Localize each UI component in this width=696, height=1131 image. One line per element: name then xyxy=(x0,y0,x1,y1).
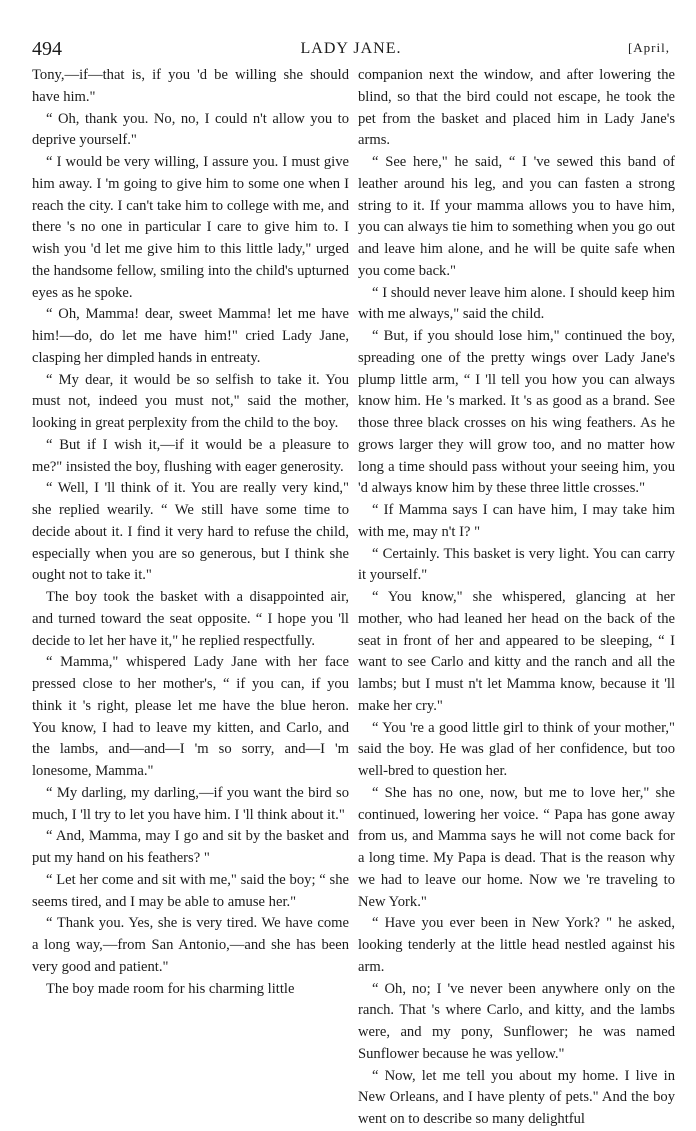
paragraph: companion next the window, and after lowering the blind, so that the bird could not escape, he took the pet from the basket and placed him in Lady Jane's arms. xyxy=(358,67,675,149)
paragraph: “ Thank you. Yes, she is very tired. We have come a long way,—from San Antonio,—and she has been very good and patient." xyxy=(32,915,349,975)
paragraph: “ Well, I 'll think of it. You are really very kind," she replied wearily. “ We still have some time to decide about it. I find it very hard to refuse the child, especially when you are so generous, but I think she ought not to take it." xyxy=(32,480,349,584)
running-title: LADY JANE. xyxy=(300,40,402,57)
page-number: 494 xyxy=(32,38,62,60)
paragraph: “ You 're a good little girl to think of your mother," said the boy. He was glad of her confidence, but too well-bred to question her. xyxy=(358,719,675,779)
paragraph: “ I would be very willing, I assure you. I must give him away. I 'm going to give him to some one when I reach the city. I can't take him to college with me, and there 's no one in particular I care to give him to. I wish you 'd let me give him to this little lady," urged the handsome fellow, smiling into the child's upturned eyes as he spoke. xyxy=(32,154,349,301)
running-header xyxy=(32,38,670,60)
paragraph: “ Now, let me tell you about my home. I live in New Orleans, and I have plenty of pets." And the boy went on to describe so many delightful xyxy=(358,1067,675,1127)
paragraph: “ I should never leave him alone. I should keep him with me always," said the child. xyxy=(358,284,675,323)
paragraph: “ See here," he said, “ I 've sewed this band of leather around his leg, and you can fasten a strong string to it. If your mamma allows you to have him, you can always tie him to something when you go out and leave him alone, and he will be quite safe when you come back." xyxy=(358,154,675,279)
paragraph: “ Certainly. This basket is very light. You can carry it yourself." xyxy=(358,545,675,584)
running-month: [April, xyxy=(627,40,670,55)
paragraph: “ And, Mamma, may I go and sit by the basket and put my hand on his feathers? " xyxy=(32,828,349,866)
paragraph: “ You know," she whispered, glancing at her mother, who had leaned her head on the back of the seat in front of her and appeared to be sleeping, “ I want to see Carlo and kitty and the ranch and all the lambs; but I must n't let Mamma know, because it 'll make her cry." xyxy=(358,589,675,714)
paragraph: Tony,—if—that is, if you 'd be willing she should have him." xyxy=(32,67,349,105)
paragraph: The boy made room for his charming little xyxy=(46,980,295,997)
paragraph: “ My dear, it would be so selfish to take it. You must not, indeed you must not," said the mother, looking in great perplexity from the child to the boy. xyxy=(32,371,349,431)
paragraph: The boy took the basket with a disappointed air, and turned toward the seat opposite. “ I hope you 'll decide to let her have it," he replied respectfully. xyxy=(32,589,349,649)
paragraph: “ Mamma," whispered Lady Jane with her face pressed close to her mother's, “ if you can, if you think it 's right, please let me have the blue heron. You know, I had to leave my kitten, and Carlo, and the lambs, and—and—I 'm so sorry, and—I 'm lonesome, Mamma." xyxy=(32,654,349,779)
paragraph: “ Oh, Mamma! dear, sweet Mamma! let me have him!—do, do let me have him!" cried Lady Jane, clasping her dimpled hands in entreaty. xyxy=(32,306,349,366)
paragraph: “ Oh, thank you. No, no, I could n't allow you to deprive yourself." xyxy=(32,110,349,149)
paragraph: “ But if I wish it,—if it would be a pleasure to me?" insisted the boy, flushing with eager generosity. xyxy=(32,436,349,475)
paragraph: “ But, if you should lose him," continued the boy, spreading one of the pretty wings over Lady Jane's plump little arm, “ I 'll tell you how you can always know him. He 's marked. It 's as good as a brand. See those three black crosses on his wing feathers. As he grows larger they will grow too, and no matter how long a time should pass without your seeing him, you 'd always know him by these three little crosses." xyxy=(358,328,675,497)
paragraph: “ Oh, no; I 've never been anywhere only on the ranch. That 's where Carlo, and kitty, and the lambs were, and my pony, Sunflower; he was named Sunflower because he was yellow." xyxy=(358,980,675,1062)
paragraph: “ She has no one, now, but me to love her," she continued, lowering her voice. “ Papa has gone away from us, and Mamma says he will not come back for a long time. My Papa is dead. That is the reason why we had to leave our home. Now we 're traveling to New York." xyxy=(358,784,675,910)
left-column xyxy=(32,65,349,1000)
paragraph: “ Have you ever been in New York? " he asked, looking tenderly at the little head nestled against his arm. xyxy=(358,915,675,975)
paragraph: “ My darling, my darling,—if you want the bird so much, I 'll try to let you have him. I 'll think about it." xyxy=(32,784,349,823)
paragraph: “ If Mamma says I can have him, I may take him with me, may n't I? " xyxy=(358,502,675,540)
right-column xyxy=(358,65,675,1131)
paragraph: “ Let her come and sit with me," said the boy; “ she seems tired, and I may be able to amuse her." xyxy=(32,871,349,910)
